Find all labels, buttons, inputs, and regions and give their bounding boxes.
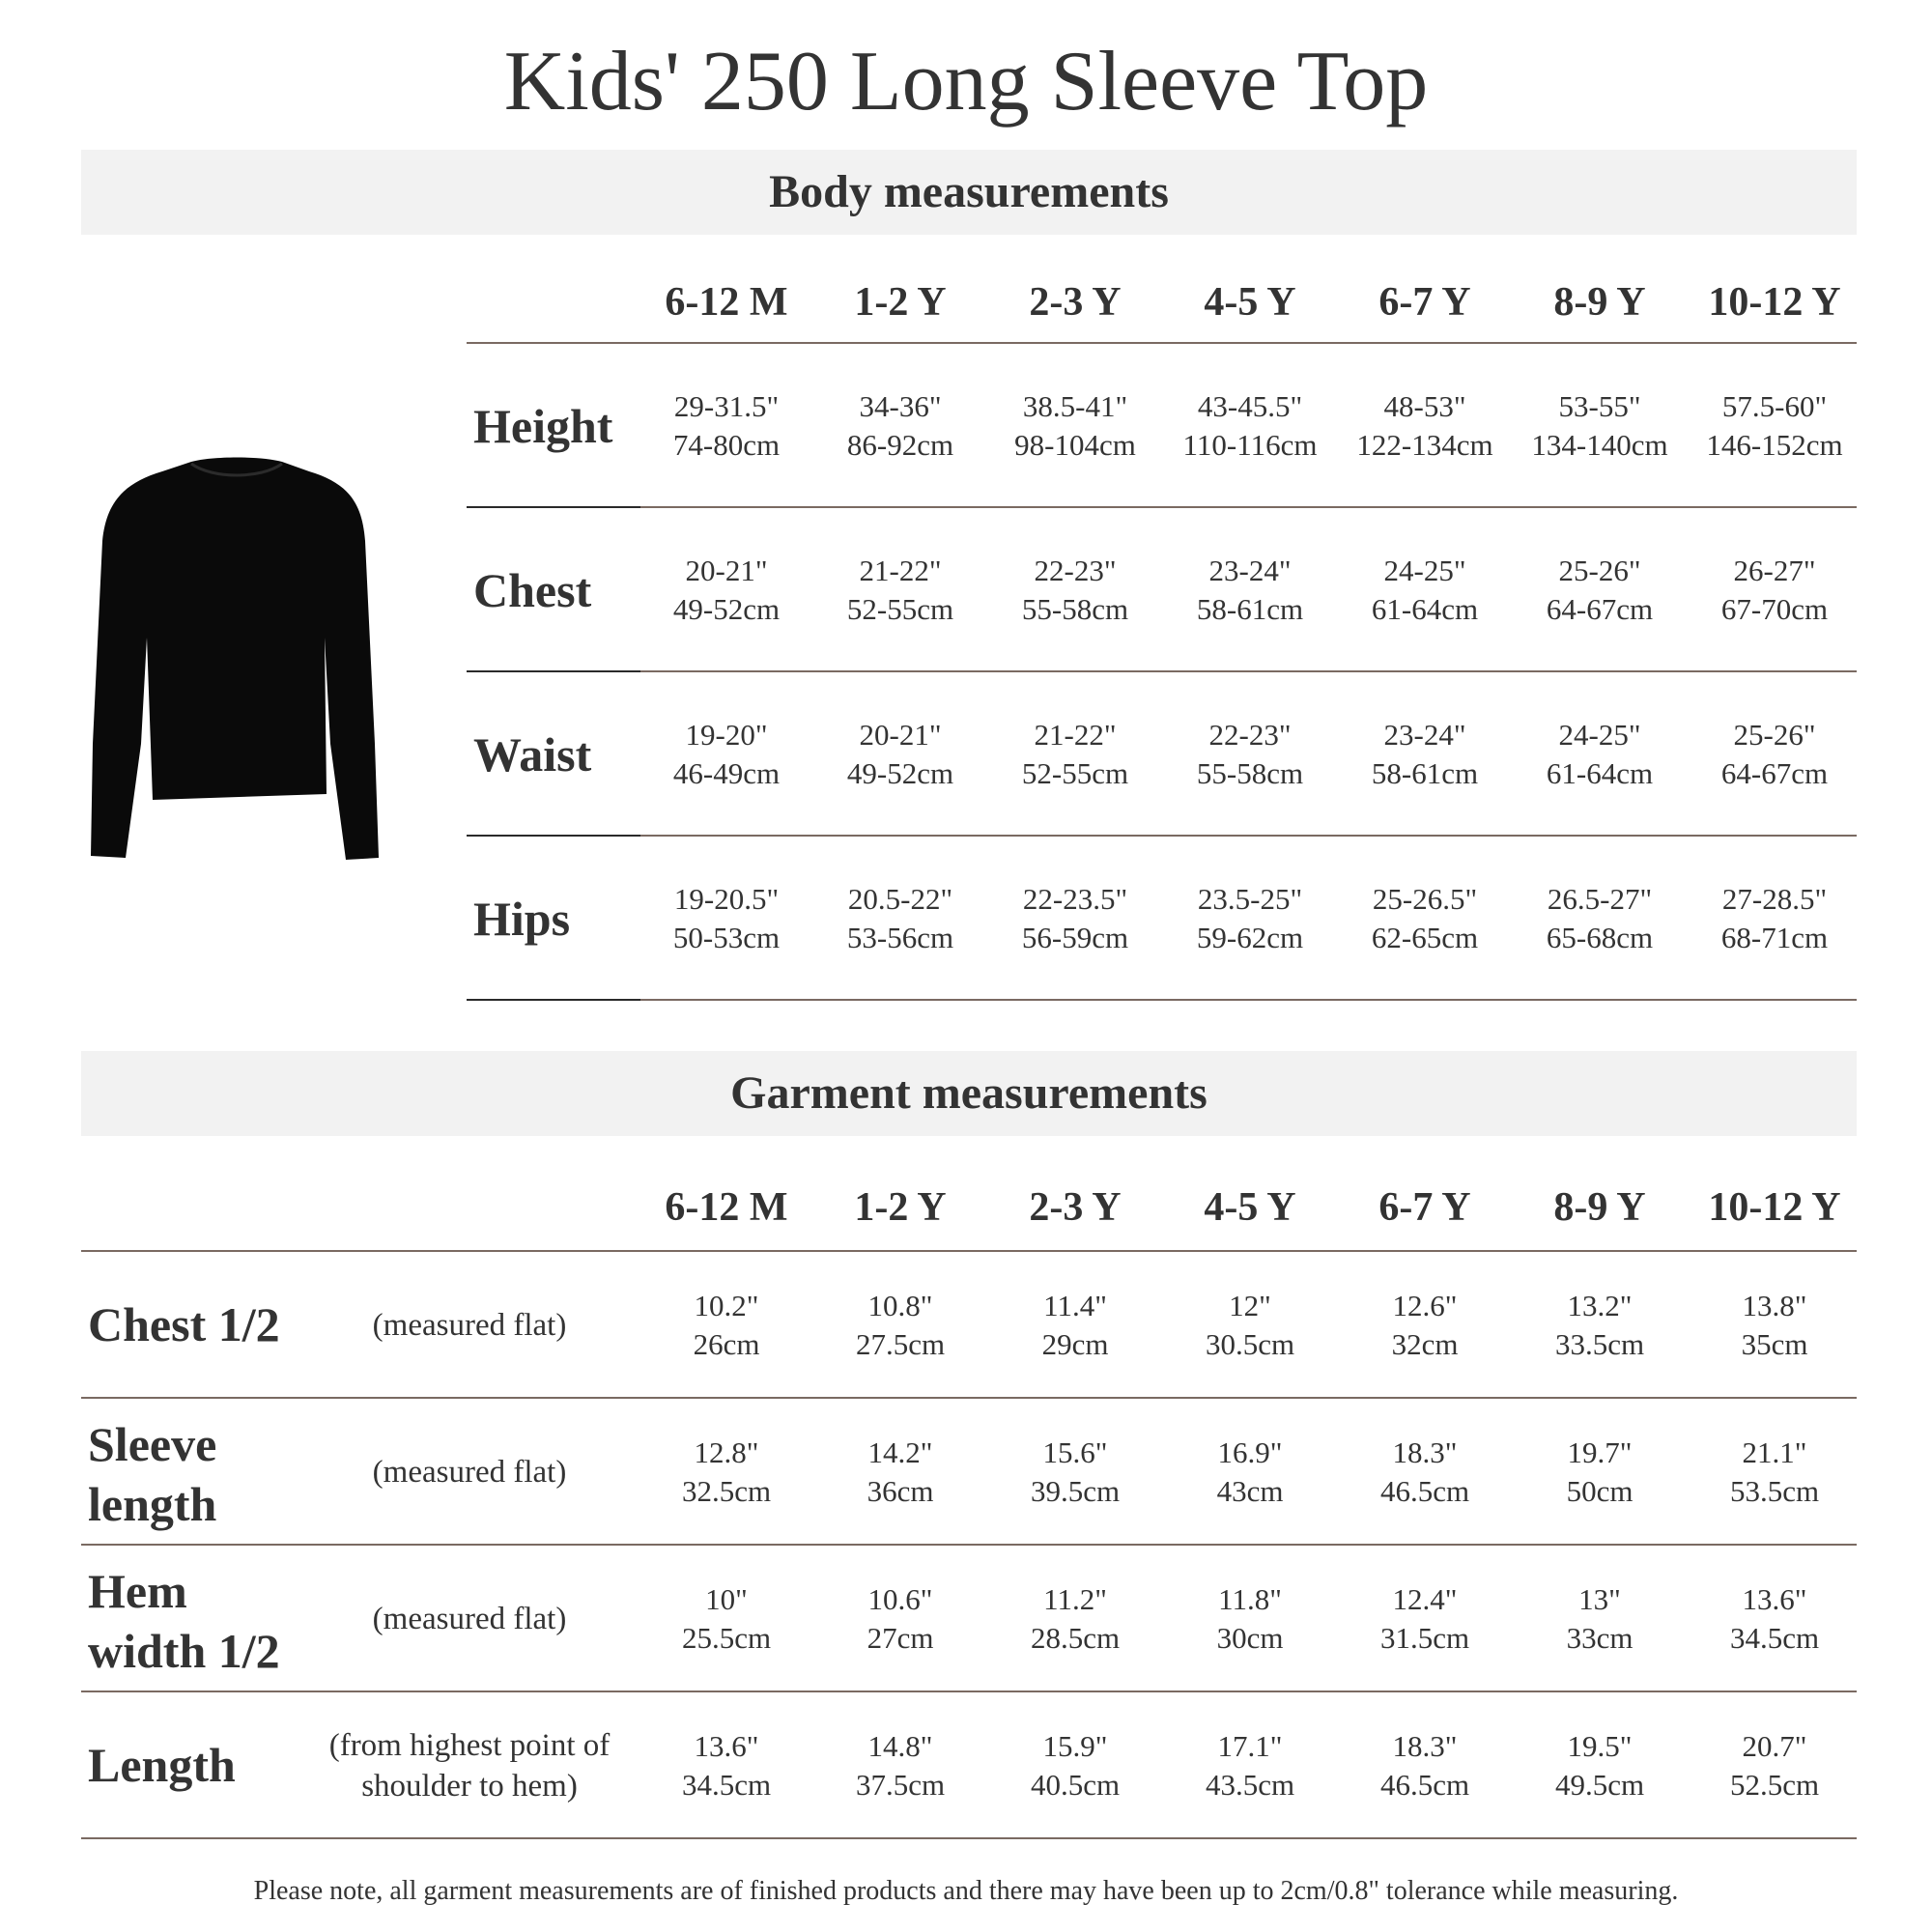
inches-value: 13.6" — [694, 1729, 759, 1763]
cm-value: 33.5cm — [1554, 1327, 1645, 1361]
inches-value: 13.8" — [1742, 1289, 1807, 1322]
cm-value: 35cm — [1741, 1327, 1808, 1361]
cm-value: 52-55cm — [1021, 756, 1129, 790]
cm-value: 53.5cm — [1729, 1474, 1820, 1508]
row-divider — [467, 670, 1857, 672]
measurement-cell — [1163, 1580, 1337, 1658]
inches-value: 25-26" — [1558, 554, 1641, 587]
measurement-cell — [1338, 1727, 1512, 1804]
inches-value: 11.4" — [1043, 1289, 1107, 1322]
cm-value: 65-68cm — [1546, 921, 1654, 954]
cm-value: 134-140cm — [1531, 428, 1668, 462]
measurement-cell — [988, 387, 1162, 465]
cm-value: 68-71cm — [1720, 921, 1829, 954]
inches-value: 18.3" — [1392, 1435, 1458, 1469]
measurement-cell — [1163, 716, 1337, 793]
measurement-cell — [1163, 1287, 1337, 1364]
inches-value: 48-53" — [1383, 389, 1466, 423]
size-header: 10-12 Y — [1708, 1185, 1841, 1230]
measurement-cell — [639, 1580, 813, 1658]
page-title: Kids' 250 Long Sleeve Top — [503, 35, 1429, 128]
measurement-cell — [988, 880, 1162, 957]
inches-value: 29-31.5" — [673, 389, 780, 423]
inches-value: 22-23.5" — [1022, 882, 1128, 916]
cm-value: 49-52cm — [846, 756, 954, 790]
size-header: 10-12 Y — [1708, 280, 1841, 325]
measurement-cell — [1513, 1287, 1687, 1364]
long-sleeve-top-icon — [68, 454, 406, 879]
measurement-cell — [1688, 1287, 1861, 1364]
measurement-cell — [1338, 716, 1512, 793]
inches-value: 23.5-25" — [1197, 882, 1303, 916]
cm-value: 33cm — [1566, 1621, 1634, 1655]
measurement-cell — [639, 552, 813, 629]
row-note — [315, 1305, 624, 1346]
size-header: 8-9 Y — [1553, 280, 1646, 325]
row-label-line: Hem — [88, 1564, 187, 1618]
row-divider-accent — [467, 999, 640, 1001]
cm-value: 146-152cm — [1706, 428, 1843, 462]
measurement-cell — [1513, 552, 1687, 629]
measurement-cell — [988, 1727, 1162, 1804]
cm-value: 110-116cm — [1182, 428, 1318, 462]
garment-measurements-heading: Garment measurements — [81, 1051, 1857, 1136]
row-label — [88, 1414, 216, 1534]
inches-value: 24-25" — [1383, 554, 1466, 587]
size-header: 1-2 Y — [854, 280, 947, 325]
inches-value: 25-26.5" — [1372, 882, 1478, 916]
measurement-cell — [813, 1727, 987, 1804]
cm-value: 58-61cm — [1196, 592, 1304, 626]
inches-value: 12.8" — [694, 1435, 759, 1469]
inches-value: 20.7" — [1742, 1729, 1807, 1763]
size-header: 1-2 Y — [854, 1185, 947, 1230]
measurement-cell — [988, 1434, 1162, 1511]
inches-value: 11.2" — [1043, 1582, 1107, 1616]
measurement-cell — [988, 1287, 1162, 1364]
inches-value: 25-26" — [1733, 718, 1816, 752]
cm-value: 58-61cm — [1371, 756, 1479, 790]
size-header: 6-12 M — [665, 1185, 788, 1230]
cm-value: 62-65cm — [1371, 921, 1479, 954]
inches-value: 21-22" — [859, 554, 942, 587]
inches-value: 17.1" — [1217, 1729, 1283, 1763]
row-label-line: Length — [88, 1738, 236, 1792]
inches-value: 26-27" — [1733, 554, 1816, 587]
row-note — [315, 1725, 624, 1806]
inches-value: 23-24" — [1383, 718, 1466, 752]
cm-value: 34.5cm — [1729, 1621, 1820, 1655]
row-label-line: length — [88, 1477, 217, 1531]
row-divider — [467, 999, 1857, 1001]
inches-value: 22-23" — [1034, 554, 1117, 587]
cm-value: 55-58cm — [1196, 756, 1304, 790]
inches-value: 22-23" — [1208, 718, 1292, 752]
cm-value: 55-58cm — [1021, 592, 1129, 626]
measurement-cell — [1163, 552, 1337, 629]
inches-value: 27-28.5" — [1721, 882, 1828, 916]
size-header: 6-7 Y — [1378, 280, 1471, 325]
cm-value: 59-62cm — [1196, 921, 1304, 954]
row-label-line: Sleeve — [88, 1417, 217, 1471]
measurement-cell — [1163, 880, 1337, 957]
cm-value: 32.5cm — [681, 1474, 772, 1508]
measurement-cell — [813, 552, 987, 629]
measurement-cell — [1163, 1727, 1337, 1804]
measurement-cell — [639, 716, 813, 793]
cm-value: 50-53cm — [672, 921, 781, 954]
measurement-cell — [1688, 552, 1861, 629]
inches-value: 14.8" — [867, 1729, 933, 1763]
cm-value: 61-64cm — [1371, 592, 1479, 626]
cm-value: 36cm — [867, 1474, 934, 1508]
measurement-cell — [813, 1434, 987, 1511]
row-divider — [81, 1690, 1857, 1692]
measurement-cell — [1688, 387, 1861, 465]
row-label-line: width 1/2 — [88, 1624, 280, 1678]
size-header: 8-9 Y — [1553, 1185, 1646, 1230]
cm-value: 37.5cm — [855, 1768, 946, 1802]
inches-value: 21-22" — [1034, 718, 1117, 752]
row-note — [315, 1452, 624, 1492]
cm-value: 86-92cm — [846, 428, 954, 462]
measurement-cell — [1163, 1434, 1337, 1511]
inches-value: 24-25" — [1558, 718, 1641, 752]
inches-value: 19.5" — [1567, 1729, 1633, 1763]
measurement-cell — [639, 1434, 813, 1511]
cm-value: 50cm — [1566, 1474, 1634, 1508]
measurement-cell — [1513, 880, 1687, 957]
size-header: 4-5 Y — [1204, 1185, 1296, 1230]
row-label — [88, 1294, 280, 1354]
measurement-cell — [813, 1580, 987, 1658]
inches-value: 20-21" — [859, 718, 942, 752]
cm-value: 56-59cm — [1021, 921, 1129, 954]
cm-value: 49-52cm — [672, 592, 781, 626]
inches-value: 10.8" — [867, 1289, 933, 1322]
cm-value: 27.5cm — [855, 1327, 946, 1361]
inches-value: 26.5-27" — [1547, 882, 1653, 916]
cm-value: 29cm — [1041, 1327, 1109, 1361]
measurement-cell — [988, 716, 1162, 793]
cm-value: 46.5cm — [1379, 1474, 1470, 1508]
body-measurements-heading: Body measurements — [81, 150, 1857, 235]
inches-value: 12.4" — [1392, 1582, 1458, 1616]
row-label — [88, 1561, 280, 1681]
row-divider — [467, 506, 1857, 508]
inches-value: 13" — [1578, 1582, 1621, 1616]
cm-value: 64-67cm — [1720, 756, 1829, 790]
inches-value: 12.6" — [1392, 1289, 1458, 1322]
tolerance-note: Please note, all garment measurements are of finished products and there may have been up to 2cm/0.8" tolerance while measuring. — [253, 1876, 1679, 1906]
inches-value: 19-20.5" — [673, 882, 780, 916]
cm-value: 31.5cm — [1379, 1621, 1470, 1655]
size-header: 4-5 Y — [1204, 280, 1296, 325]
measurement-cell — [1338, 1580, 1512, 1658]
measurement-cell — [1688, 716, 1861, 793]
measurement-cell — [639, 880, 813, 957]
measurement-cell — [1513, 1434, 1687, 1511]
measurement-cell — [1338, 1287, 1512, 1364]
cm-value: 30cm — [1216, 1621, 1284, 1655]
measurement-cell — [1688, 1434, 1861, 1511]
measurement-cell — [813, 880, 987, 957]
row-note-line: shoulder to hem) — [361, 1769, 578, 1804]
cm-value: 61-64cm — [1546, 756, 1654, 790]
inches-value: 13.2" — [1567, 1289, 1633, 1322]
measurement-cell — [1688, 1580, 1861, 1658]
cm-value: 52.5cm — [1729, 1768, 1820, 1802]
inches-value: 43-45.5" — [1197, 389, 1303, 423]
size-header: 6-7 Y — [1378, 1185, 1471, 1230]
inches-value: 10" — [705, 1582, 748, 1616]
header-divider — [467, 342, 1857, 344]
cm-value: 32cm — [1391, 1327, 1459, 1361]
cm-value: 49.5cm — [1554, 1768, 1645, 1802]
row-divider-accent — [467, 670, 640, 672]
size-header: 2-3 Y — [1029, 280, 1122, 325]
inches-value: 57.5-60" — [1721, 389, 1828, 423]
row-divider — [81, 1837, 1857, 1839]
row-divider-accent — [467, 835, 640, 837]
cm-value: 27cm — [867, 1621, 934, 1655]
measurement-cell — [639, 1287, 813, 1364]
inches-value: 15.6" — [1042, 1435, 1108, 1469]
cm-value: 46-49cm — [672, 756, 781, 790]
inches-value: 18.3" — [1392, 1729, 1458, 1763]
row-label-chest: Chest — [473, 563, 592, 617]
header-divider — [81, 1250, 1857, 1252]
row-label — [88, 1735, 236, 1795]
inches-value: 14.2" — [867, 1435, 933, 1469]
inches-value: 34-36" — [859, 389, 942, 423]
cm-value: 43cm — [1216, 1474, 1284, 1508]
row-note — [315, 1599, 624, 1639]
cm-value: 52-55cm — [846, 592, 954, 626]
cm-value: 46.5cm — [1379, 1768, 1470, 1802]
row-label-waist: Waist — [473, 727, 592, 781]
inches-value: 10.6" — [867, 1582, 933, 1616]
measurement-cell — [1163, 387, 1337, 465]
inches-value: 19.7" — [1567, 1435, 1633, 1469]
cm-value: 98-104cm — [1014, 428, 1136, 462]
measurement-cell — [1338, 387, 1512, 465]
cm-value: 67-70cm — [1720, 592, 1829, 626]
inches-value: 15.9" — [1042, 1729, 1108, 1763]
measurement-cell — [813, 716, 987, 793]
row-divider — [81, 1397, 1857, 1399]
measurement-cell — [639, 387, 813, 465]
inches-value: 20-21" — [685, 554, 768, 587]
size-header: 2-3 Y — [1029, 1185, 1122, 1230]
inches-value: 20.5-22" — [847, 882, 953, 916]
inches-value: 10.2" — [694, 1289, 759, 1322]
inches-value: 12" — [1229, 1289, 1271, 1322]
cm-value: 34.5cm — [681, 1768, 772, 1802]
row-note-line: (measured flat) — [372, 1308, 567, 1343]
inches-value: 11.8" — [1218, 1582, 1282, 1616]
row-label-hips: Hips — [473, 892, 571, 946]
measurement-cell — [813, 1287, 987, 1364]
cm-value: 30.5cm — [1205, 1327, 1295, 1361]
measurement-cell — [1688, 880, 1861, 957]
inches-value: 19-20" — [685, 718, 768, 752]
cm-value: 40.5cm — [1030, 1768, 1121, 1802]
measurement-cell — [1338, 1434, 1512, 1511]
cm-value: 43.5cm — [1205, 1768, 1295, 1802]
row-divider — [467, 835, 1857, 837]
measurement-cell — [988, 1580, 1162, 1658]
row-label-line: Chest 1/2 — [88, 1297, 280, 1351]
inches-value: 23-24" — [1208, 554, 1292, 587]
measurement-cell — [813, 387, 987, 465]
measurement-cell — [1513, 1727, 1687, 1804]
cm-value: 39.5cm — [1030, 1474, 1121, 1508]
measurement-cell — [1513, 1580, 1687, 1658]
inches-value: 53-55" — [1558, 389, 1641, 423]
cm-value: 26cm — [693, 1327, 760, 1361]
row-note-line: (measured flat) — [372, 1602, 567, 1636]
cm-value: 74-80cm — [672, 428, 781, 462]
measurement-cell — [988, 552, 1162, 629]
cm-value: 25.5cm — [681, 1621, 772, 1655]
cm-value: 122-134cm — [1356, 428, 1493, 462]
row-note-line: (measured flat) — [372, 1455, 567, 1490]
inches-value: 16.9" — [1217, 1435, 1283, 1469]
cm-value: 53-56cm — [846, 921, 954, 954]
inches-value: 38.5-41" — [1022, 389, 1128, 423]
row-divider-accent — [467, 506, 640, 508]
cm-value: 64-67cm — [1546, 592, 1654, 626]
measurement-cell — [1338, 552, 1512, 629]
measurement-cell — [639, 1727, 813, 1804]
cm-value: 28.5cm — [1030, 1621, 1121, 1655]
row-label-height: Height — [473, 399, 613, 453]
inches-value: 21.1" — [1742, 1435, 1807, 1469]
measurement-cell — [1338, 880, 1512, 957]
size-header: 6-12 M — [665, 280, 788, 325]
row-note-line: (from highest point of — [328, 1728, 611, 1763]
measurement-cell — [1688, 1727, 1861, 1804]
measurement-cell — [1513, 716, 1687, 793]
inches-value: 13.6" — [1742, 1582, 1807, 1616]
measurement-cell — [1513, 387, 1687, 465]
row-divider — [81, 1544, 1857, 1546]
